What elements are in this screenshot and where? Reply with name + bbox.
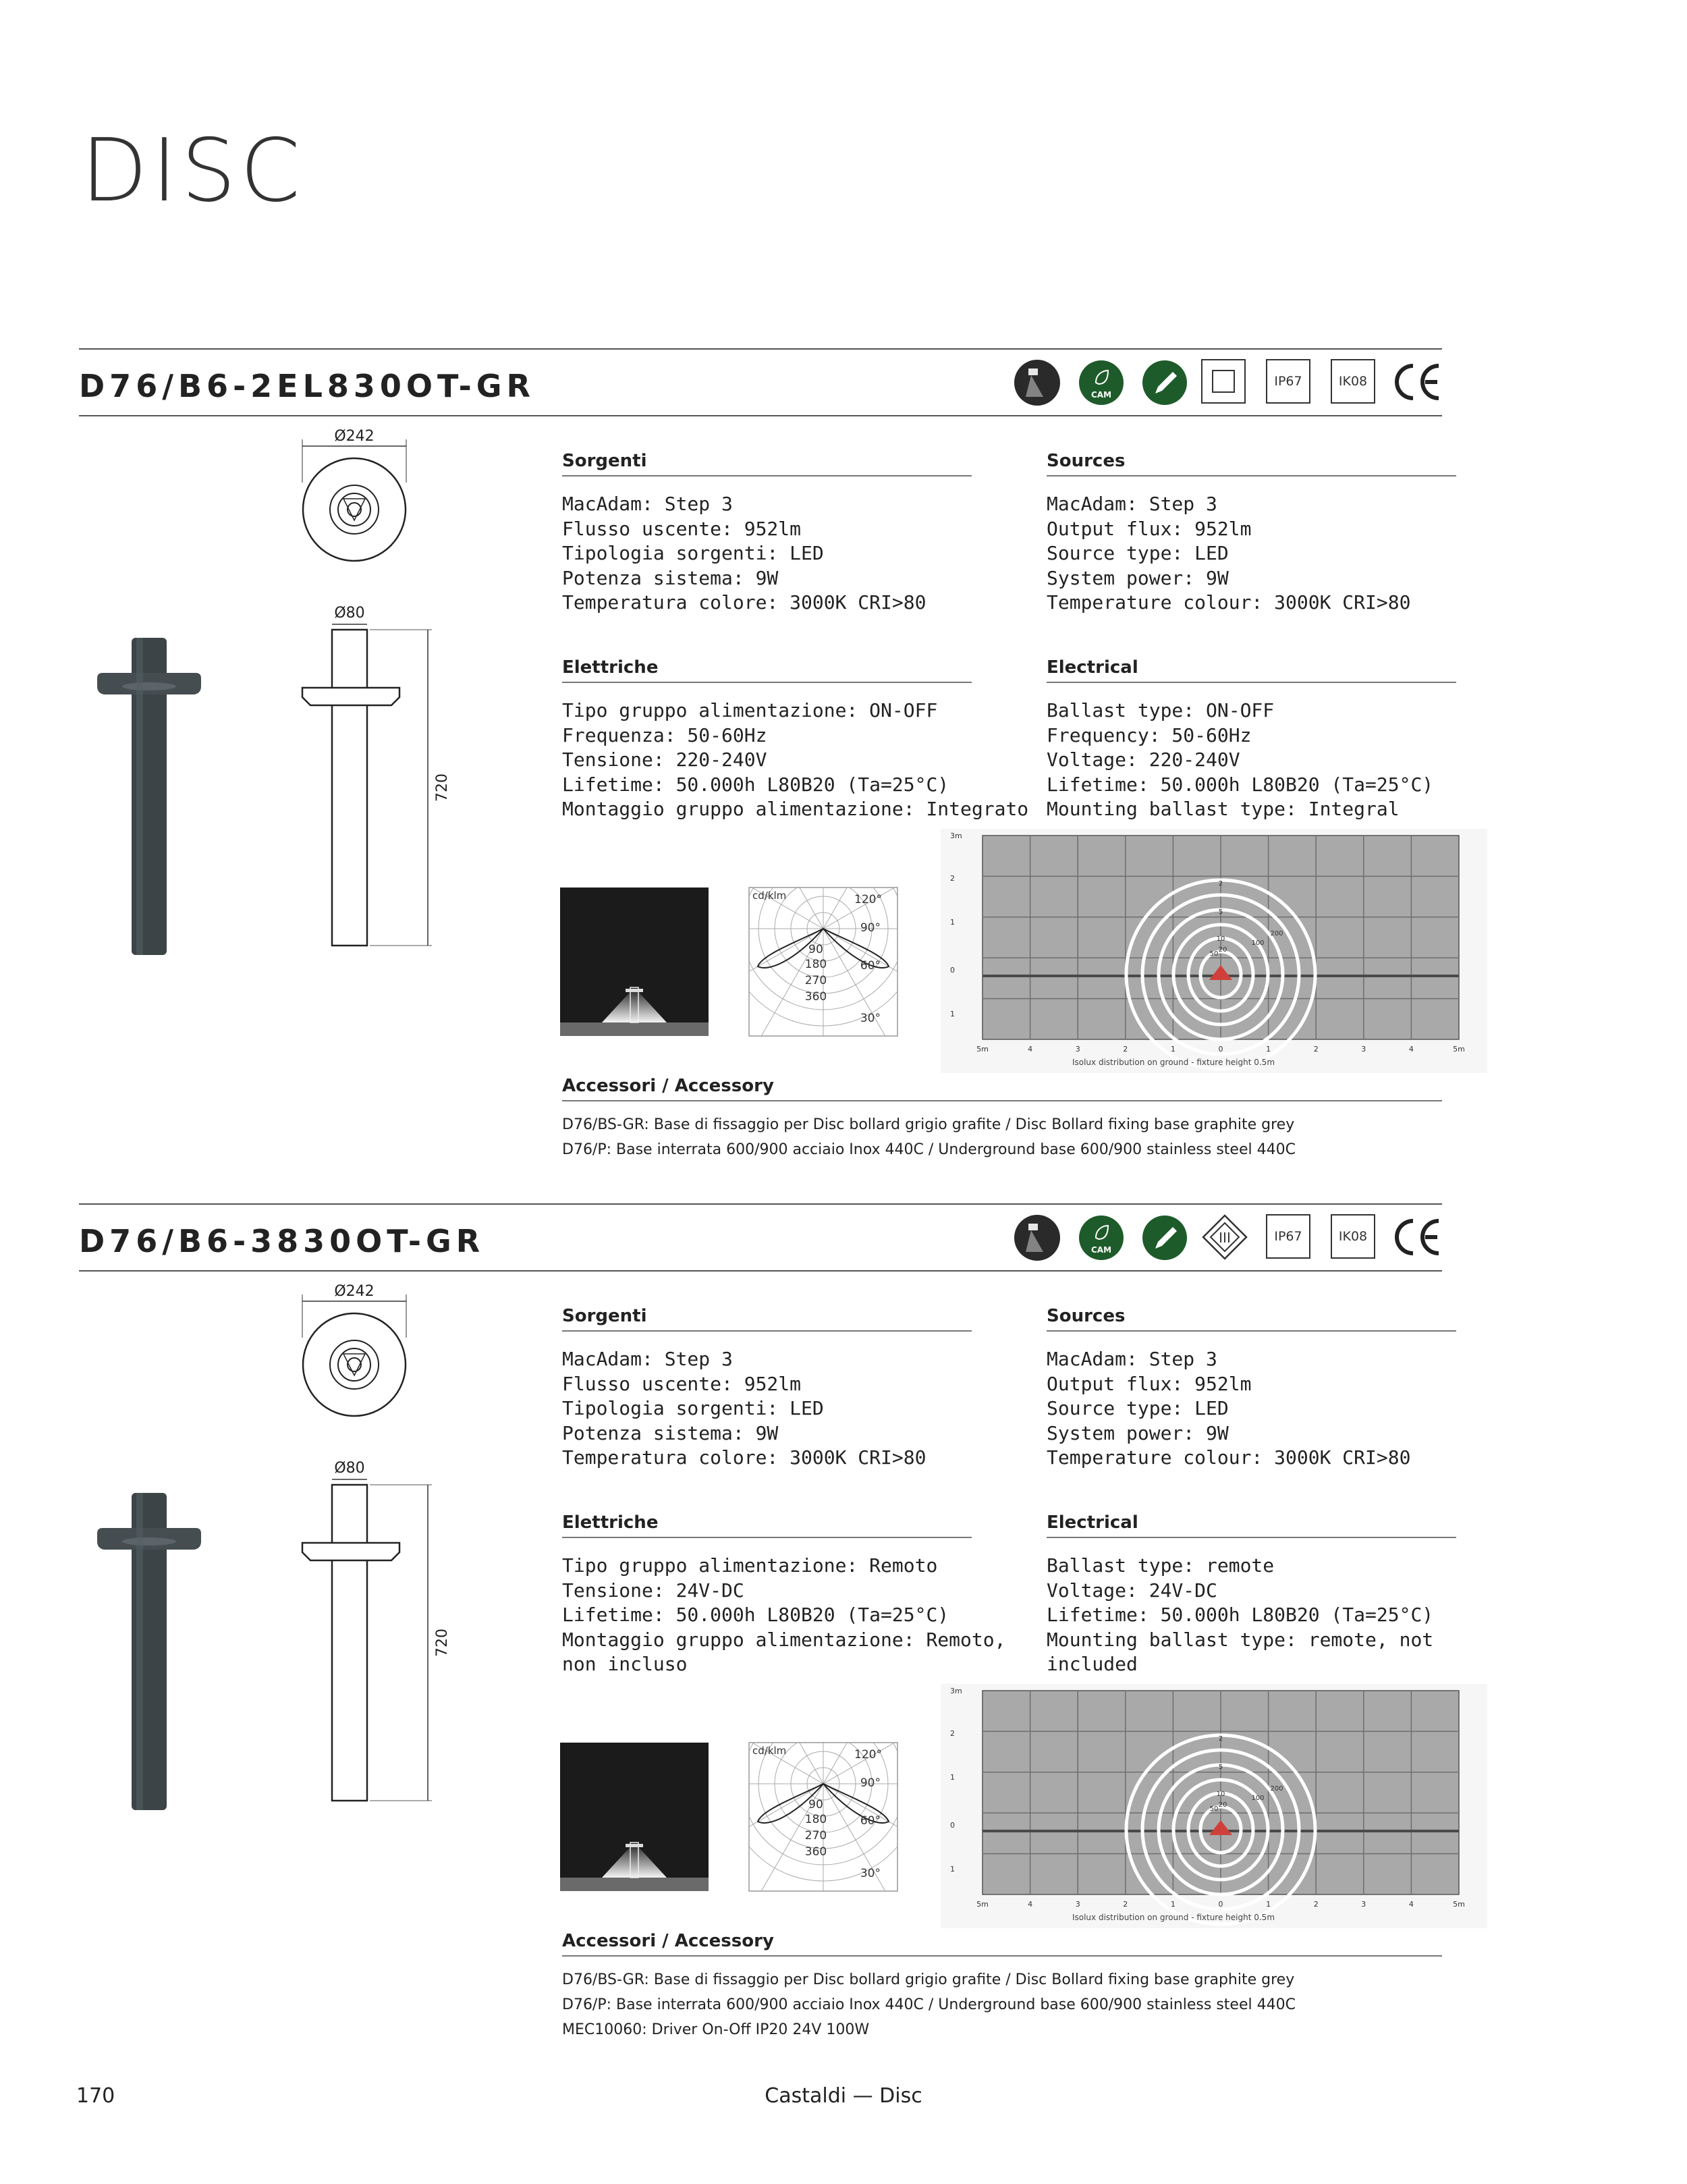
spec-line: included [1047,1653,1138,1675]
spec-line: Voltage: 24V-DC [1047,1579,1217,1602]
isolux-x-label: 5m [1453,1045,1465,1054]
elettriche-block [562,657,1029,822]
sources-title: Sources [1047,451,1126,471]
accessory-item: D76/P: Base interrata 600/900 acciaio Inox 440C / Underground base 600/900 stainless steel 440C [562,1141,1296,1158]
isolux-x-label: 5m [1453,1900,1465,1909]
isolux-contour-label: 2 [1218,1735,1223,1743]
beam-light-photo [560,1743,709,1891]
accessories-rule [562,1955,1442,1957]
accessories-title: Accessori / Accessory [562,1931,774,1951]
ik-rating-badge: IK08 [1331,1214,1375,1259]
spec-line: Lifetime: 50.000h L80B20 (Ta=25°C) [1047,773,1434,796]
polar-diagram [748,1742,898,1892]
sources-rule [1047,475,1456,476]
sources-list [1047,492,1456,616]
isolux-contour-label: 50 [1209,1805,1219,1813]
isolux-y-label: 1 [950,1010,955,1018]
side-diameter-label: Ø80 [334,1460,365,1477]
polar-angle-label: 90° [860,1776,881,1790]
spec-line: Potenza sistema: 9W [562,1421,779,1444]
polar-ring-label: 270 [804,1829,827,1842]
polar-unit-label: cd/klm [752,1745,787,1757]
spec-line: Temperature colour: 3000K CRI>80 [1047,1446,1411,1469]
spec-line: Tipologia sorgenti: LED [562,1397,824,1419]
spec-line: MacAdam: Step 3 [1047,493,1217,515]
pencil-icon [1142,360,1188,406]
side-diameter-label: Ø80 [334,605,365,622]
polar-ring-label: 180 [804,958,827,971]
isolux-y-label: 0 [950,1821,955,1830]
sorgenti-block [562,1306,972,1471]
spec-line: Temperatura colore: 3000K CRI>80 [562,1446,927,1469]
isolux-y-label: 3m [950,831,962,840]
height-dimension-label: 720 [434,1629,451,1657]
isolux-contour-label: 5 [1218,908,1223,916]
sources-rule [1047,1330,1456,1332]
accessory-item: MEC10060: Driver On-Off IP20 24V 100W [562,2021,870,2038]
polar-ring-label: 180 [804,1813,827,1826]
product-code: D76/B6-2EL830OT-GR [79,368,535,404]
isolux-caption: Isolux distribution on ground - fixture height 0.5m [1072,1913,1275,1922]
elettriche-block [562,1512,1006,1677]
spec-line: Ballast type: ON-OFF [1047,699,1275,721]
spec-line: System power: 9W [1047,566,1229,589]
spec-line: Flusso uscente: 952lm [562,517,802,540]
top-diameter-label: Ø242 [334,429,375,445]
sorgenti-title: Sorgenti [562,451,647,471]
electrical-title: Electrical [1047,1512,1138,1533]
product-code: D76/B6-3830OT-GR [79,1223,485,1259]
spec-line: MacAdam: Step 3 [1047,1348,1217,1370]
spec-line: Tipo gruppo alimentazione: ON-OFF [562,699,938,721]
spec-line: Montaggio gruppo alimentazione: Integrato [562,798,1029,820]
polar-unit-label: cd/klm [752,890,787,902]
pencil-icon [1142,1215,1188,1261]
polar-angle-label: 30° [860,1012,881,1025]
isolux-y-label: 2 [950,1729,955,1738]
product-photo [94,1493,209,1810]
polar-angle-label: 60° [860,1814,881,1828]
spec-line: Ballast type: remote [1047,1554,1275,1577]
isolux-contour-label: 10 [1216,1791,1225,1798]
isolux-x-label: 2 [1123,1045,1128,1054]
sources-block [1047,451,1456,616]
sorgenti-list [562,1347,972,1471]
polar-ring-label: 90 [808,943,823,956]
isolux-x-label: 5m [976,1900,989,1909]
header-bottom-rule [79,1270,1442,1272]
isolux-contour-label: 20 [1218,946,1227,954]
insulation-class-badge [1201,359,1246,404]
isolux-x-label: 2 [1313,1045,1319,1054]
isolux-x-label: 3 [1075,1045,1080,1054]
cam-label: CAM [1090,1245,1112,1255]
sorgenti-list [562,492,972,616]
isolux-x-label: 3 [1361,1900,1366,1909]
ce-mark-icon [1390,1216,1444,1259]
spec-line: Montaggio gruppo alimentazione: Remoto, [562,1628,1006,1651]
sources-block [1047,1306,1456,1471]
ce-mark-icon [1390,360,1444,404]
isolux-chart [941,1684,1487,1928]
isolux-x-label: 2 [1123,1900,1128,1909]
footer-title: Castaldi — Disc [765,2084,922,2108]
header-top-rule [79,1203,1442,1205]
isolux-x-label: 4 [1408,1045,1414,1054]
page-title: DISC [81,121,304,221]
spec-line: Tipo gruppo alimentazione: Remoto [562,1554,938,1577]
spec-line: Lifetime: 50.000h L80B20 (Ta=25°C) [562,773,949,796]
spec-line: Temperatura colore: 3000K CRI>80 [562,591,927,613]
header-bottom-rule [79,415,1442,416]
polar-angle-label: 120° [854,1748,882,1762]
ip-rating-badge: IP67 [1266,1214,1310,1259]
spec-line: Output flux: 952lm [1047,1372,1252,1395]
isolux-x-label: 1 [1170,1900,1176,1909]
spec-line: non incluso [562,1653,688,1675]
isolux-y-label: 0 [950,966,955,975]
double-insulation-icon [1212,370,1235,393]
cam-leaf-icon [1078,1215,1124,1261]
electrical-rule [1047,682,1456,683]
isolux-contour-label: 50 [1209,950,1219,958]
electrical-list [1047,1554,1456,1677]
electrical-title: Electrical [1047,657,1138,678]
electrical-rule [1047,1537,1456,1538]
isolux-y-label: 1 [950,1773,955,1782]
isolux-caption: Isolux distribution on ground - fixture height 0.5m [1072,1058,1275,1067]
isolux-contour-label: 200 [1270,930,1283,937]
spec-line: Voltage: 220-240V [1047,748,1240,771]
electrical-list [1047,699,1456,822]
elettriche-rule [562,1537,972,1538]
elettriche-title: Elettriche [562,1512,659,1533]
spec-line: MacAdam: Step 3 [562,1348,733,1370]
isolux-x-label: 4 [1028,1045,1033,1054]
polar-ring-label: 360 [804,990,827,1004]
class-iii-icon [1201,1213,1248,1261]
isolux-contour-label: 10 [1216,935,1225,943]
outdoor-lamp-icon [1014,359,1061,406]
isolux-x-label: 2 [1313,1900,1319,1909]
sorgenti-rule [562,475,972,476]
spec-line: Frequency: 50-60Hz [1047,724,1252,746]
accessories-title: Accessori / Accessory [562,1076,774,1096]
sorgenti-rule [562,1330,972,1332]
spec-line: Source type: LED [1047,542,1229,564]
isolux-contour-label: 20 [1218,1801,1227,1809]
page-number: 170 [76,2084,115,2108]
isolux-y-label: 1 [950,918,955,927]
isolux-x-label: 1 [1266,1900,1271,1909]
spec-line: Lifetime: 50.000h L80B20 (Ta=25°C) [562,1604,949,1626]
isolux-contour-label: 100 [1251,939,1265,947]
isolux-x-label: 0 [1218,1900,1223,1909]
sorgenti-block [562,451,972,616]
elettriche-rule [562,682,972,683]
isolux-contour-label: 100 [1251,1795,1265,1802]
polar-ring-label: 360 [804,1845,827,1859]
polar-angle-label: 120° [854,893,882,906]
isolux-x-label: 4 [1028,1900,1033,1909]
accessories-list [562,1967,1442,2042]
polar-ring-label: 90 [808,1798,823,1811]
isolux-x-label: 3 [1361,1045,1366,1054]
top-diameter-label: Ø242 [334,1284,375,1300]
isolux-x-label: 1 [1266,1045,1271,1054]
ik-rating-badge: IK08 [1331,359,1375,404]
isolux-y-label: 2 [950,874,955,883]
isolux-contour-label: 200 [1270,1785,1283,1793]
electrical-block [1047,657,1456,822]
spec-line: Mounting ballast type: Integral [1047,798,1400,820]
isolux-x-label: 1 [1170,1045,1176,1054]
isolux-x-label: 0 [1218,1045,1223,1054]
isolux-x-label: 3 [1075,1900,1080,1909]
polar-angle-label: 90° [860,921,881,935]
spec-line: System power: 9W [1047,1421,1229,1444]
polar-angle-label: 60° [860,959,881,973]
accessory-item: D76/BS-GR: Base di fissaggio per Disc bollard grigio grafite / Disc Bollard fixing base graphite grey [562,1971,1295,1988]
spec-line: Output flux: 952lm [1047,517,1252,540]
spec-line: Tipologia sorgenti: LED [562,542,824,564]
elettriche-title: Elettriche [562,657,659,678]
isolux-x-label: 5m [976,1045,989,1054]
accessory-item: D76/BS-GR: Base di fissaggio per Disc bollard grigio grafite / Disc Bollard fixing base graphite grey [562,1116,1295,1133]
spec-line: Lifetime: 50.000h L80B20 (Ta=25°C) [1047,1604,1434,1626]
spec-line: Flusso uscente: 952lm [562,1372,802,1395]
polar-ring-label: 270 [804,974,827,987]
elettriche-list [562,699,1029,822]
sources-list [1047,1347,1456,1471]
cam-leaf-icon [1078,360,1124,406]
isolux-x-label: 4 [1408,1900,1414,1909]
electrical-block [1047,1512,1456,1677]
spec-line: Frequenza: 50-60Hz [562,724,767,746]
sources-title: Sources [1047,1306,1126,1326]
spec-line: MacAdam: Step 3 [562,493,733,515]
class-iii-label: III [1219,1230,1231,1246]
isolux-contour-label: 2 [1218,880,1223,888]
header-top-rule [79,348,1442,350]
accessory-item: D76/P: Base interrata 600/900 acciaio Inox 440C / Underground base 600/900 stainless steel 440C [562,1996,1296,2013]
spec-line: Temperature colour: 3000K CRI>80 [1047,591,1411,613]
height-dimension-label: 720 [434,773,451,802]
spec-line: Tensione: 24V-DC [562,1579,744,1602]
cam-label: CAM [1090,390,1112,400]
spec-line: Mounting ballast type: remote, not [1047,1628,1434,1651]
outdoor-lamp-icon [1014,1214,1061,1261]
spec-line: Potenza sistema: 9W [562,566,779,589]
isolux-y-label: 3m [950,1687,962,1695]
product-section [0,855,1687,2038]
ip-rating-badge: IP67 [1266,359,1310,404]
technical-drawing [290,1284,452,1824]
sorgenti-title: Sorgenti [562,1306,647,1326]
spec-line: Source type: LED [1047,1397,1229,1419]
spec-line: Tensione: 220-240V [562,748,767,771]
isolux-y-label: 1 [950,1865,955,1874]
isolux-contour-label: 5 [1218,1764,1223,1771]
elettriche-list [562,1554,1006,1677]
accessories-block [562,1931,1442,2042]
polar-angle-label: 30° [860,1867,881,1880]
